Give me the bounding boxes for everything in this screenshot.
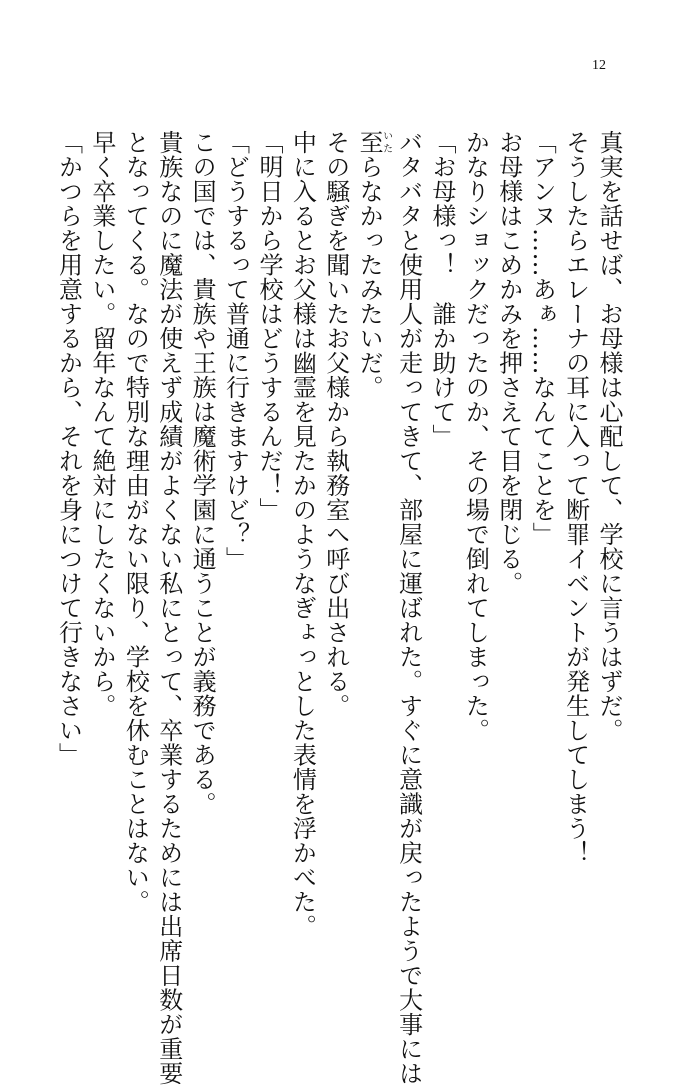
text-line: その騒ぎを聞いたお父様から執務室へ呼び出される。 <box>321 130 350 718</box>
ruby-reading: いた <box>380 130 392 155</box>
text-line: バタバタと使用人が走ってきて、部屋に運ばれた。すぐに意識が戻ったようで大事には <box>394 130 423 1086</box>
text-line: 「明日から学校はどうするんだ！」 <box>254 130 283 522</box>
text-line: 「どうするって普通に行きますけど？」 <box>221 130 250 571</box>
text-line: お母様はこめかみを押さえて目を閉じる。 <box>494 130 523 596</box>
text-line: この国では、貴族や王族は魔術学園に通うことが義務である。 <box>188 130 217 816</box>
text-line: 中に入るとお父様は幽霊を見たかのようなぎょっとした表情を浮かべた。 <box>288 130 317 939</box>
text-line: 真実を話せば、お母様は心配して、学校に言うはずだ。 <box>595 130 623 743</box>
ruby-base: 至 <box>355 130 384 155</box>
text-line: かなりショックだったのか、その場で倒れてしまった。 <box>461 130 490 743</box>
page-number: 12 <box>592 58 606 73</box>
text-line: そうしたらエレーナの耳に入って断罪イベントが発生してしまう！ <box>561 130 590 865</box>
ruby-word <box>355 130 392 155</box>
text-line: となってくる。なので特別な理由がない限り、学校を休むことはない。 <box>121 130 150 914</box>
text-line-with-ruby <box>352 130 391 960</box>
text-line: 貴族なのに魔法が使えず成績がよくない私にとって、卒業するためには出席日数が重要 <box>154 130 183 1086</box>
text-line: 早く卒業したい。留年なんて絶対にしたくないから。 <box>87 130 116 718</box>
text-line: 「お母様っ！ 誰か助けて」 <box>427 130 456 449</box>
novel-text-body <box>51 130 625 1086</box>
text-line: 「かつらを用意するから、それを身につけて行きなさい」 <box>54 130 83 767</box>
text-line-rest: らなかったみたいだ。 <box>355 154 384 400</box>
text-line: 「アンヌ……あぁ……なんてことを」 <box>528 130 557 547</box>
